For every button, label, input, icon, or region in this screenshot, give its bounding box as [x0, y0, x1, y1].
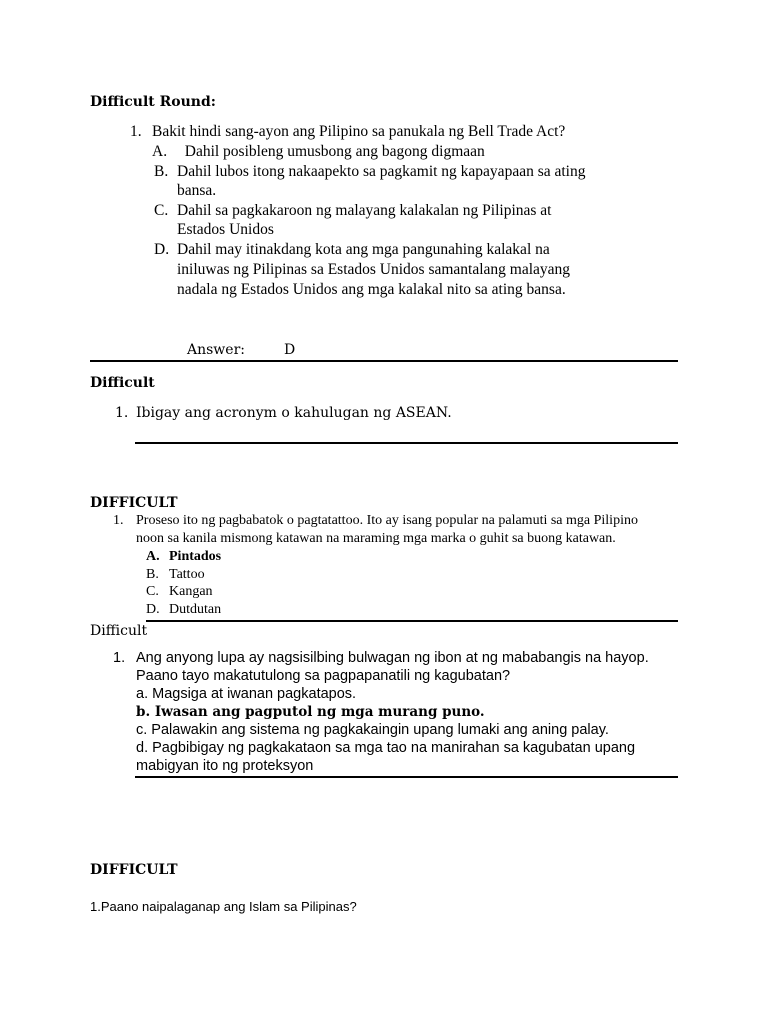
section2-question-number: 1.: [115, 405, 129, 421]
section4-question-line: Ang anyong lupa ay nagsisilbing bulwagan ng ibon at ng mababangis na hayop.: [136, 650, 649, 666]
section1-option-letter: D.: [154, 241, 170, 258]
section3-question-line: Proseso ito ng pagbabatok o pagtatattoo. Ito ay isang popular na palamuti sa mga Pilipino: [136, 513, 638, 528]
section3-option-letter: B.: [146, 567, 159, 582]
section3-heading: DIFFICULT: [90, 495, 178, 511]
answer-value: D: [284, 342, 296, 358]
answer-line: [135, 442, 678, 444]
section3-option-b: Tattoo: [169, 567, 205, 582]
section3-option-letter: A.: [146, 549, 160, 564]
section3-option-letter: D.: [146, 602, 160, 617]
section4-option-c: c. Palawakin ang sistema ng pagkakaingin upang lumaki ang aning palay.: [136, 722, 609, 738]
section1-option-d-line: Dahil may itinakdang kota ang mga pangunahing kalakal na: [177, 241, 550, 258]
section1-option-d-line: iniluwas ng Pilipinas sa Estados Unidos samantalang malayang: [177, 261, 571, 278]
section1-option-b-line: bansa.: [177, 182, 217, 199]
section4-option-d: d. Pagbibigay ng pagkakataon sa mga tao na manirahan sa kagubatan upang: [136, 740, 636, 756]
section4-option-b: b. Iwasan ang pagputol ng mga murang puno.: [136, 704, 485, 720]
section1-question-number: 1.: [130, 123, 142, 140]
section1-option-d-line: nadala ng Estados Unidos ang mga kalakal nito sa ating bansa.: [177, 281, 566, 298]
section1-question: Bakit hindi sang-ayon ang Pilipino sa panukala ng Bell Trade Act?: [152, 123, 566, 140]
section1-option-letter: A.: [152, 143, 168, 160]
section5-heading: DIFFICULT: [90, 862, 178, 878]
section5-question: 1.Paano naipalaganap ang Islam sa Pilipinas?: [90, 899, 357, 914]
section-divider: [90, 360, 678, 362]
section3-option-a: Pintados: [169, 549, 222, 564]
section3-option-c: Kangan: [169, 584, 213, 599]
section1-option-letter: C.: [154, 202, 169, 219]
answer-label: Answer:: [187, 342, 245, 358]
section1-option-c-line: Estados Unidos: [177, 221, 274, 238]
section1-option-b-line: Dahil lubos itong nakaapekto sa pagkamit ng kapayapaan sa ating: [177, 163, 586, 180]
section3-option-d: Dutdutan: [169, 602, 222, 617]
section3-option-letter: C.: [146, 584, 159, 599]
section1-option-letter: B.: [154, 163, 169, 180]
section-divider: [146, 620, 678, 622]
section1-heading: Difficult Round:: [90, 94, 216, 110]
section3-question-number: 1.: [113, 513, 124, 528]
section4-question-number: 1.: [113, 650, 126, 666]
section4-option-a: a. Magsiga at iwanan pagkatapos.: [136, 686, 357, 702]
section4-option-d-continued: mabigyan ito ng proteksyon: [136, 758, 314, 774]
section2-heading: Difficult: [90, 375, 155, 391]
section3-question-line: noon sa kanila mismong katawan na maraming mga marka o guhit sa buong katawan.: [136, 531, 616, 546]
section-divider: [135, 776, 678, 778]
section4-heading: Difficult: [90, 623, 148, 639]
section2-question: Ibigay ang acronym o kahulugan ng ASEAN.: [136, 405, 452, 421]
section1-option-c-line: Dahil sa pagkakaroon ng malayang kalakalan ng Pilipinas at: [177, 202, 552, 219]
section4-question-line: Paano tayo makatutulong sa pagpapanatili ng kagubatan?: [136, 668, 511, 684]
section1-option-a-line: Dahil posibleng umusbong ang bagong digmaan: [177, 143, 485, 160]
